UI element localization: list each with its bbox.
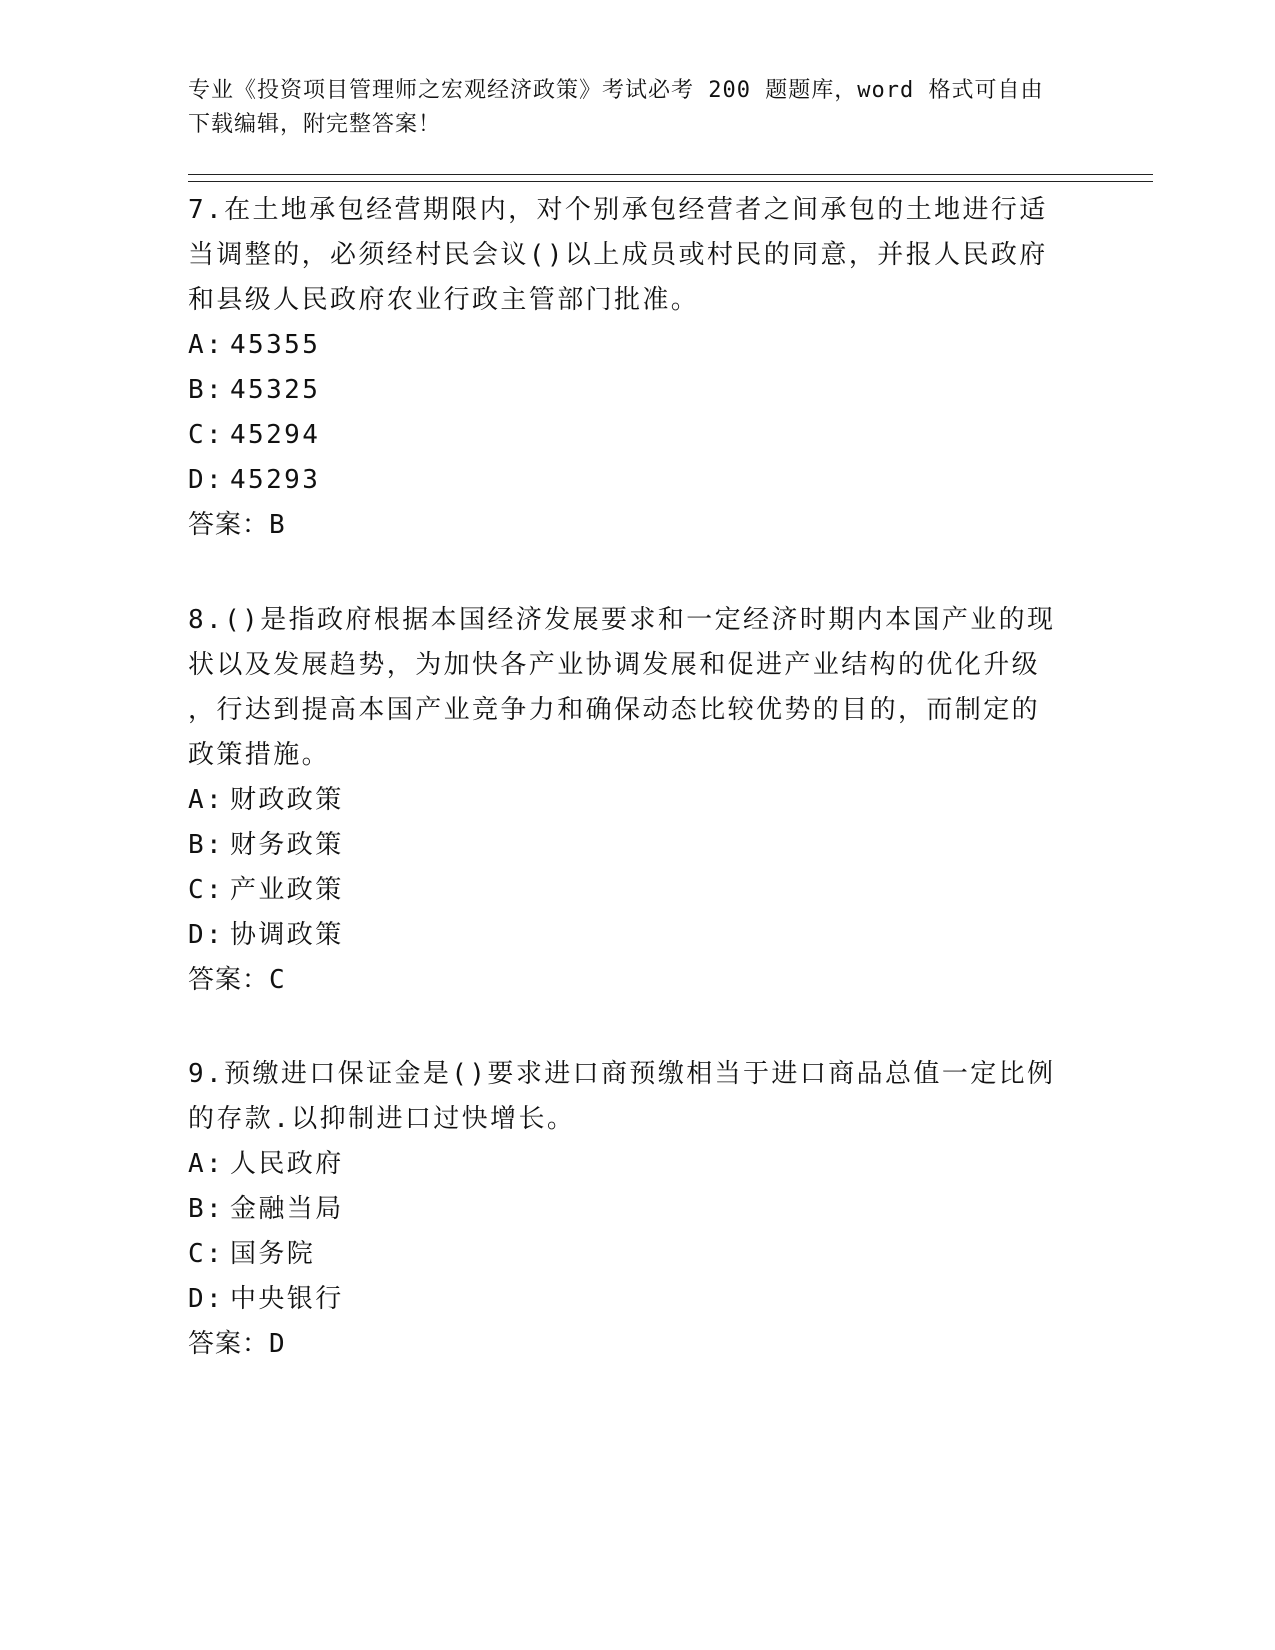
option-c <box>188 413 1068 458</box>
question-text-line: 状以及发展趋势，为加快各产业协调发展和促进产业结构的优化升级 <box>188 650 1041 680</box>
option-text: 国务院 <box>230 1239 316 1269</box>
option-text: 45325 <box>230 375 321 405</box>
option-text: 金融当局 <box>230 1194 344 1224</box>
option-text: 中央银行 <box>230 1284 344 1314</box>
question-text-line: 8.()是指政府根据本国经济发展要求和一定经济时期内本国产业的现 <box>188 605 1056 635</box>
header-line-1: 专业《投资项目管理师之宏观经济政策》考试必考 200 题题库，word 格式可自由 <box>188 78 1044 103</box>
option-b <box>188 368 1068 413</box>
option-letter: A: <box>188 330 225 360</box>
header-divider-top <box>188 174 1153 175</box>
option-b <box>188 1187 1068 1232</box>
option-letter: A: <box>188 785 225 815</box>
option-text: 45294 <box>230 420 321 450</box>
question-text-line: 政策措施。 <box>188 740 331 770</box>
header-divider-bottom <box>188 181 1153 182</box>
option-a <box>188 778 1068 823</box>
option-text: 协调政策 <box>230 920 344 950</box>
option-letter: C: <box>188 420 225 450</box>
option-text: 财政政策 <box>230 785 344 815</box>
option-c <box>188 1232 1068 1277</box>
answer-line: 答案：D <box>188 1329 286 1359</box>
option-letter: A: <box>188 1149 225 1179</box>
option-letter: D: <box>188 1284 225 1314</box>
option-letter: B: <box>188 830 225 860</box>
question-7 <box>188 188 1068 548</box>
option-letter: C: <box>188 1239 225 1269</box>
option-text: 产业政策 <box>230 875 344 905</box>
option-letter: D: <box>188 465 225 495</box>
question-text-line: 和县级人民政府农业行政主管部门批准。 <box>188 285 700 315</box>
header-line-2: 下载编辑，附完整答案！ <box>188 112 442 137</box>
option-text: 45355 <box>230 330 321 360</box>
option-b <box>188 823 1068 868</box>
option-letter: D: <box>188 920 225 950</box>
option-text: 人民政府 <box>230 1149 344 1179</box>
answer-line: 答案：C <box>188 965 286 995</box>
question-8 <box>188 598 1068 1003</box>
document-header <box>188 74 1068 142</box>
option-letter: C: <box>188 875 225 905</box>
option-letter: B: <box>188 375 225 405</box>
option-d <box>188 1277 1068 1322</box>
option-letter: B: <box>188 1194 225 1224</box>
question-text-line: 当调整的，必须经村民会议()以上成员或村民的同意，并报人民政府 <box>188 240 1048 270</box>
answer-line: 答案：B <box>188 510 286 540</box>
option-d <box>188 458 1068 503</box>
option-text: 财务政策 <box>230 830 344 860</box>
option-text: 45293 <box>230 465 321 495</box>
option-c <box>188 868 1068 913</box>
question-text-line: 9.预缴进口保证金是()要求进口商预缴相当于进口商品总值一定比例 <box>188 1059 1056 1089</box>
option-a <box>188 1142 1068 1187</box>
question-9 <box>188 1052 1068 1367</box>
option-a <box>188 323 1068 368</box>
question-text-line: ，行达到提高本国产业竞争力和确保动态比较优势的目的，而制定的 <box>188 695 1041 725</box>
option-d <box>188 913 1068 958</box>
question-text-line: 的存款.以抑制进口过快增长。 <box>188 1104 576 1134</box>
question-text-line: 7.在土地承包经营期限内，对个别承包经营者之间承包的土地进行适 <box>188 195 1048 225</box>
